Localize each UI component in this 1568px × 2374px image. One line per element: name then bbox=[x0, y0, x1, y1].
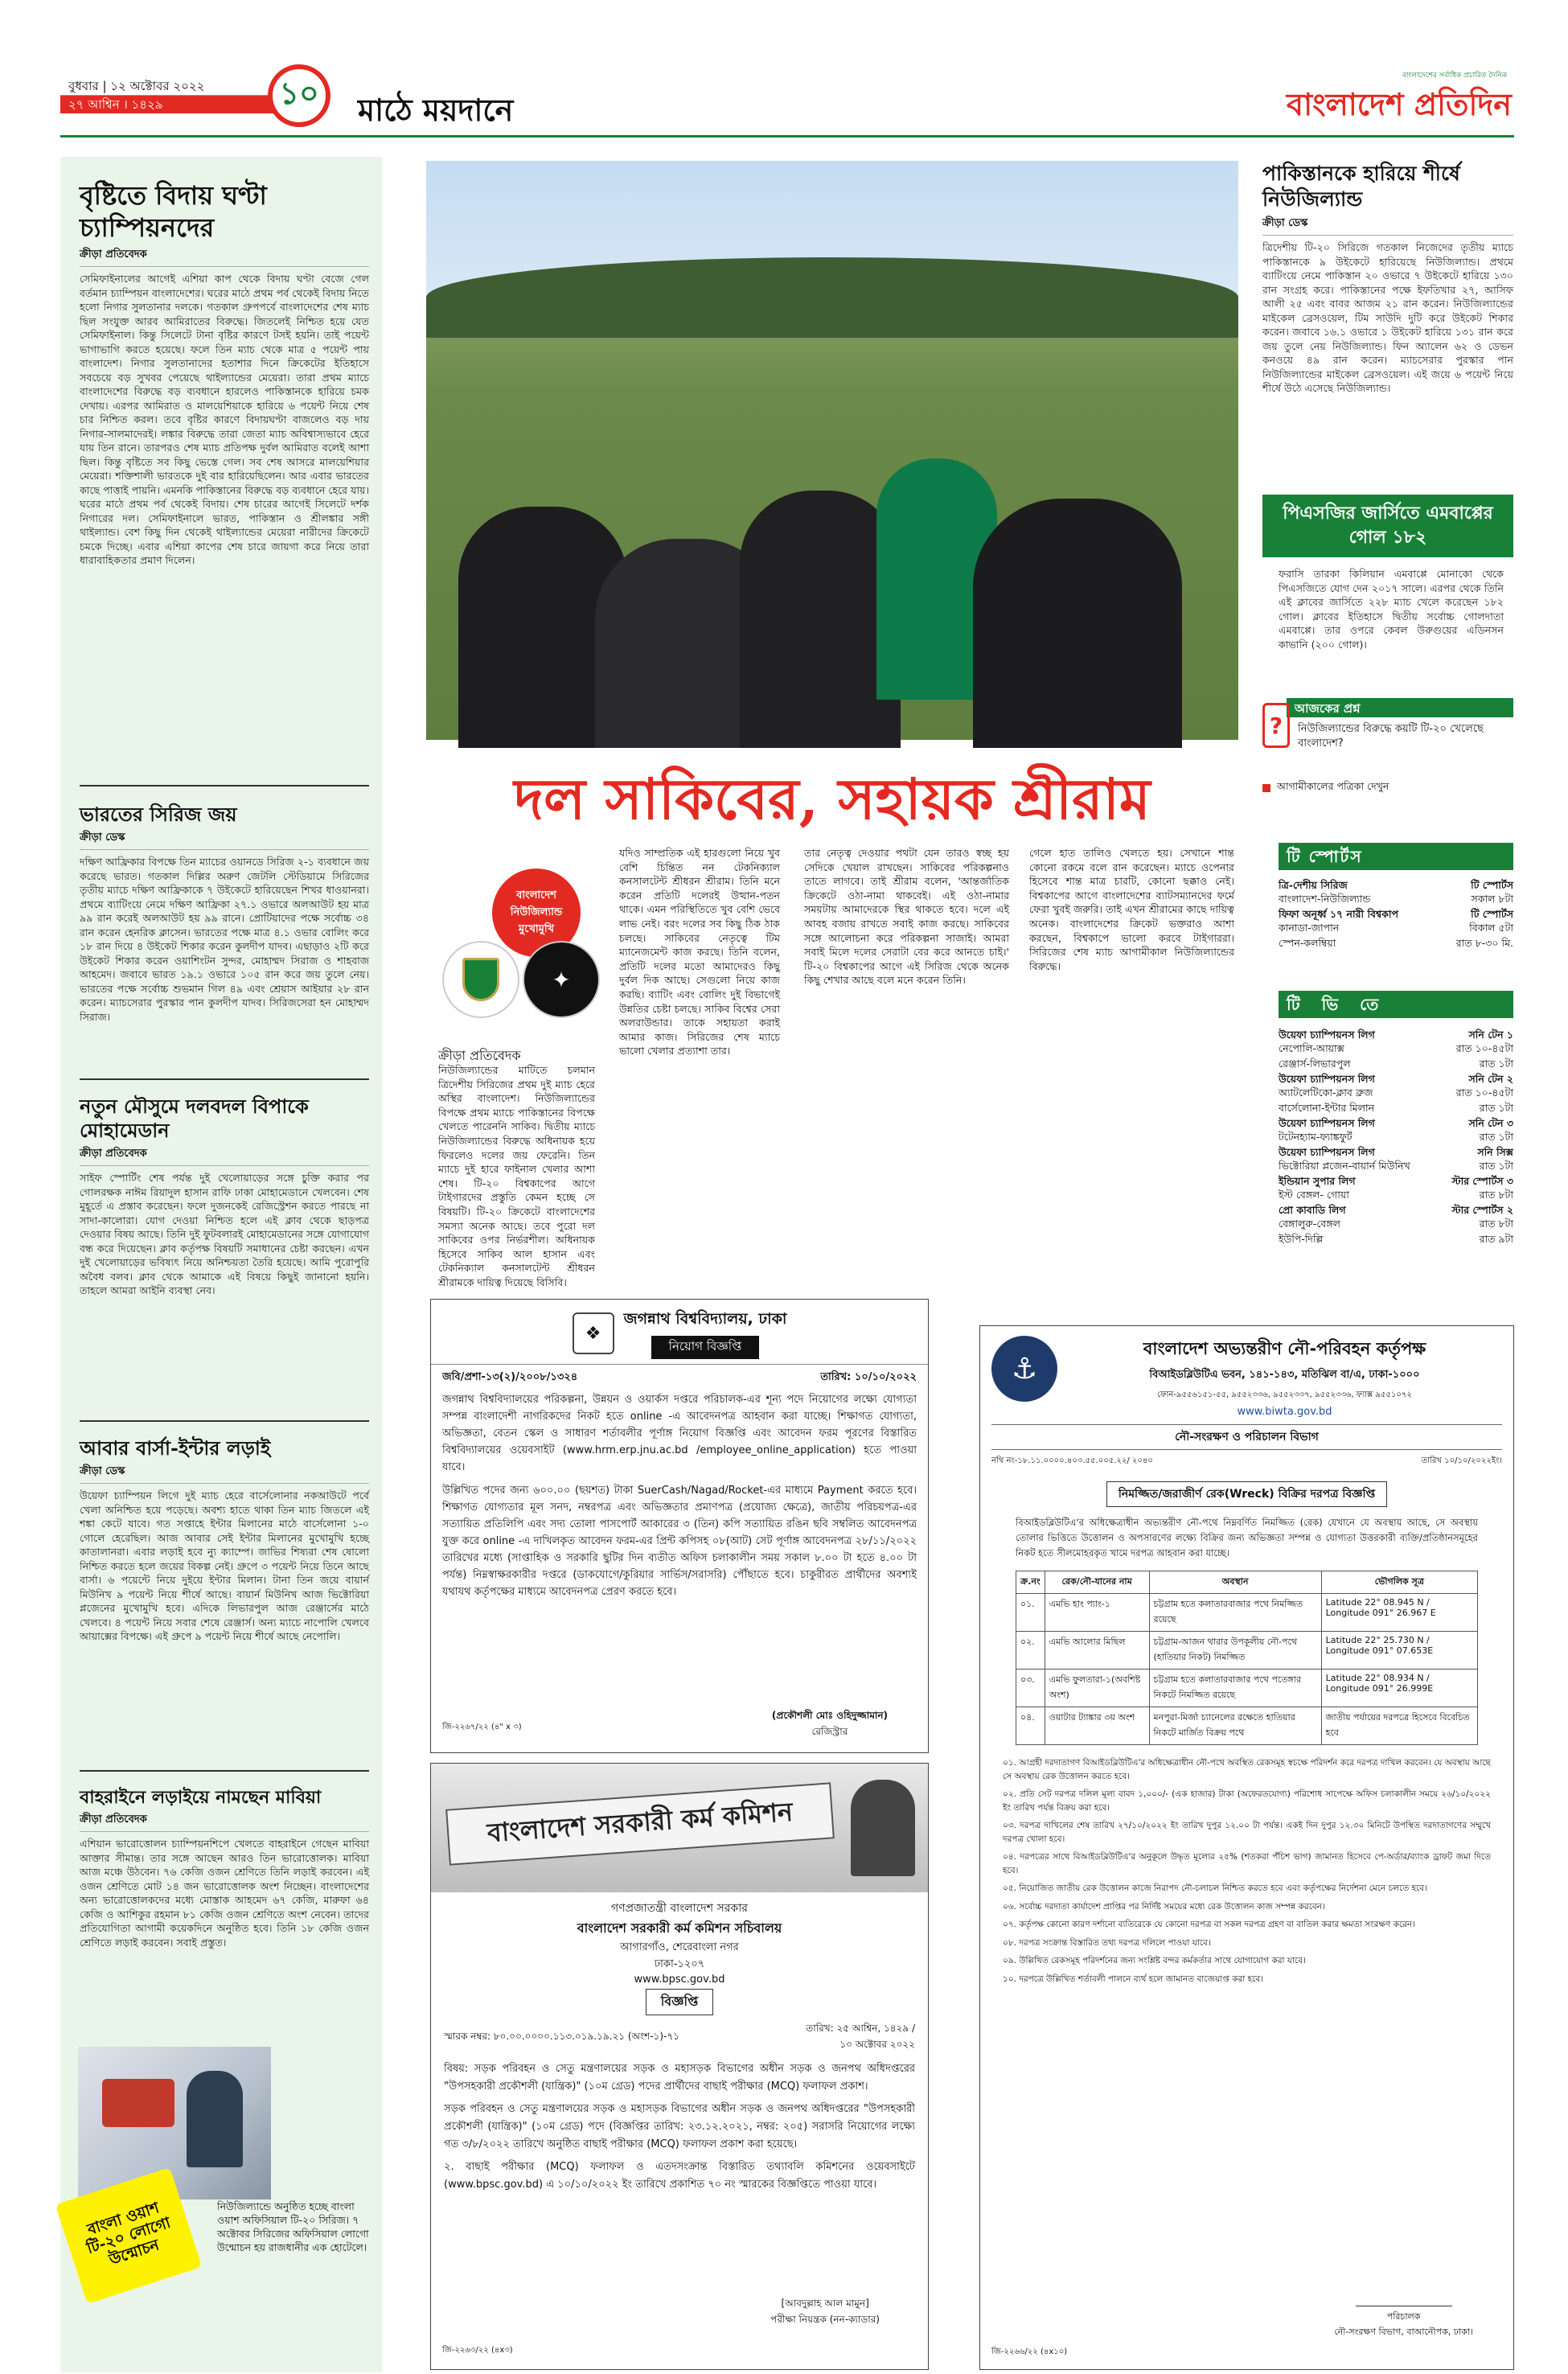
ad-biwta-phone: ফোন-৯৫৫৬১৫১-৫৫, ৯৫৫২৩৩৬, ৯৫৫২৩৩৭, ৯৫৫২৩৩৬, ফ্যাক্স ৯৫৫১০৭২ bbox=[1157, 1390, 1412, 1399]
ad-bpsc-banner bbox=[431, 1764, 928, 1892]
tv-time: রাত ৮-৩০ মি. bbox=[1455, 937, 1513, 949]
article-india-byline: ক্রীড়া ডেস্ক bbox=[80, 830, 369, 850]
nz-cricket-logo bbox=[523, 941, 600, 1018]
ad-bpsc-banner-text: বাংলাদেশ সরকারী কর্ম কমিশন bbox=[445, 1782, 835, 1865]
tv-listing bbox=[1279, 1232, 1513, 1246]
ad-biwta-table-wrap bbox=[991, 1561, 1502, 1745]
ad-bpsc-web: www.bpsc.gov.bd bbox=[634, 1974, 725, 1986]
tv-match: কানাডা-জাপান bbox=[1279, 922, 1340, 934]
article-nz-byline: ক্রীড়া ডেস্ক bbox=[1262, 216, 1513, 236]
ad-bpsc-signer: [আবদুল্লাহ আল মামুন] bbox=[781, 2298, 869, 2309]
question-icon: ? bbox=[1262, 703, 1290, 748]
bullet-icon bbox=[1262, 784, 1270, 792]
article-barca-body: উয়েফা চ্যাম্পিয়ন লিগে দুই ম্যাচ হেরে বার্সেলোনার নকআউটে পর্বে খেলা অনিশ্চিত হয়ে পড়েছে। অবশ্য হাতে থাকা তিন ম্যাচ জিতলে এই শঙ্কা কেটে যাবে। গত সপ্তাহে ইন্টার মিলানের মাঠে বার্সেলোনা ১-০ গোলে হেরেছিল। আজ আবার সেই ইন্টার মিলানের মুখোমুখি হচ্ছে কাতালানরা। এবার লড়াই হবে ন্যু ক্যাম্পে। জাভির শিষ্যরা শেষ ষোলো নিশ্চিত করতে হলে জয়ের বিকল্প নেই। গ্রুপে ৩ পয়েন্ট নিয়ে তিনে আছে বার্সা। ৬ পয়েন্টে নিয়ে দুইয়ে ইন্টার মিলান। টানা তিন জয়ে বায়ার্ন মিউনিখ ৯ পয়েন্ট নিয়ে শীর্ষে আছে। বায়ার্ন মিউনিখ আজ ভিক্টোরিয়া প্লজেনের মুখোমুখি হবে। এদিকে লিভারপুল আজ রেঞ্জার্সের মাঠে খেলবে। ৪ পয়েন্ট নিয়ে সবার শেষে রেঞ্জার্স। অন্য ম্যাচে নাপোলি খেলবে আয়াক্সের বিপক্ষে। এই গ্রুপে ৯ পয়েন্ট নিয়ে শীর্ষে আছে নেপোলি। bbox=[80, 1489, 369, 1642]
table-cell: চট্টগ্রাম হতে কলাতারবাজার পথে পতেঙ্গার নিকটে নিমজ্জিত রয়েছে bbox=[1149, 1670, 1321, 1707]
table-row bbox=[1016, 1707, 1478, 1745]
quiz-question: নিউজিল্যান্ডের বিরুদ্ধে কয়টি টি-২০ খেলেছে বাংলাদেশ? bbox=[1298, 723, 1484, 750]
ad-biwta-signer-dept: নৌ-সংরক্ষণ বিভাগ, বাআনৌপক, ঢাকা। bbox=[1334, 2327, 1473, 2337]
table-header-cell: রেক/নৌ-যানের নাম bbox=[1045, 1571, 1149, 1594]
article-mohammedan-body: সাইফ স্পোর্টিং শেষ পর্যন্ত দুই খেলোয়াড়ের সঙ্গে চুক্তি করার পর গোলরক্ষক নাঈম রিয়াদুল হাসান রাফি ঢাকা মোহামেডানে খেলবেন। শেষ মুহূর্তে এ প্রস্তাব করেছেন। ফলে দুজনকেই রেজিস্ট্রেশন করতে পারছে না সাদা-কালোরা। যোগ দেওয়া নিশ্চিত হলে এই ক্লাব থেকে ছাড়পত্র দেওয়ার বিষয় আছে। তিনি দুই ফুটবলারই মোহামেডানের সঙ্গে যোগাযোগ বন্ধ করে দিয়েছেন। ক্লাব কর্তৃপক্ষ বিষয়টি সমাধানের চেষ্টা করছেন। এখন দুই খেলোয়াড়ের ভবিষ্যৎ নিয়ে অনিশ্চয়তা তৈরি হয়েছে। আমি পুরোপুরি অবৈধ বলব। ক্লাব থেকে আমাকে এই বিষয়ে কিছুই জানানো হয়নি। তাহলে আমরা আইনি ব্যবস্থা নেব। bbox=[80, 1172, 369, 1296]
main-col-1: নিউজিল্যান্ডের মাটিতে চলমান ত্রিদেশীয় সিরিজের প্রথম দুই ম্যাচ হেরে অস্থির বাংলাদেশ। নিউজিল্যান্ডের বিপক্ষে প্রথম ম্যাচে পাকিস্তানের বিপক্ষে খেলতে পারেননি সাকিব। দ্বিতীয় ম্যাচে নিউজিল্যান্ডের বিরুদ্ধে অধিনায়ক হয়ে ফিরলেও দলের জয় ফেরেনি। তিন ম্যাচে দুই হারে ফাইনাল খেলার আশা শেষ। টি-২০ বিশ্বকাপের আগে টাইগারদের প্রস্তুতি কেমন হচ্ছে সে বিষয়টি। টি-২০ ক্রিকেটে বাংলাদেশের সমস্যা অনেক আছে। তবে পুরো দল সাকিবের ওপর নির্ভরশীল। অধিনায়ক হিসেবে সাকিব আল হাসান এবং টেকনিক্যাল কনসালটেন্ট শ্রীধরন শ্রীরামকে দায়িত্ব দিয়েছে বিসিবি। bbox=[438, 1064, 595, 1288]
main-byline: ক্রীড়া প্রতিবেদক bbox=[438, 1048, 521, 1063]
article-mohammedan-title: নতুন মৌসুমে দলবদল বিপাকে মোহামেডান bbox=[80, 1095, 309, 1142]
tv-channel: সনি টেন ৩ bbox=[1468, 1117, 1513, 1129]
tv-event: ইন্ডিয়ান সুপার লিগ bbox=[1279, 1175, 1356, 1187]
ad-jagannath-signer-role: রেজিস্ট্রার bbox=[811, 1726, 848, 1737]
terms-item: ০৬. সর্বোচ্চ দরদাতা কার্যাদেশ প্রাপ্তির পর নির্দিষ্ট সময়ের মধ্যে রেক উত্তোলন কাজ সম্পন্ন করবেন। bbox=[1003, 1901, 1325, 1912]
header-dates bbox=[60, 77, 277, 114]
tv-listing bbox=[1279, 1145, 1513, 1173]
tv-match: ইউপি-দিল্লি bbox=[1279, 1233, 1324, 1245]
ad-jagannath-head bbox=[431, 1308, 928, 1365]
quiz-heading: আজকের প্রশ্ন bbox=[1287, 698, 1513, 717]
ad-biwta-head bbox=[991, 1336, 1502, 1418]
ad-bpsc-body-1: বিষয়: সড়ক পরিবহন ও সেতু মন্ত্রণালয়ের সড়ক ও মহাসড়ক বিভাগের অধীন সড়ক ও জনপথ অধিদপ্তরের "উপসহকারী প্রকৌশলী (যান্ত্রিক)" (১০ম গ্রেড) পদের প্রার্থীদের বাছাই পরীক্ষার (MCQ) ফলাফল প্রকাশ। bbox=[444, 2063, 915, 2093]
table-row bbox=[1016, 1594, 1478, 1632]
ad-biwta-intro: বিআইডব্লিউটিএ'র অধিক্ষেত্রাধীন অভ্যন্তরীণ নৌ-পথে নিম্নবর্ণিত নিমজ্জিত (রেক) যেখানে যে অবস্থায় আছে, সে অবস্থায় তোলার ভিত্তিতে উত্তোলন ও অপসারণের লক্ষ্যে বিক্রির জন্য অভিজ্ঞতা সম্পন্ন ও যোগ্যতা উত্তরকারী ব্যক্তি/প্রতিষ্ঠানসমূহের নিকট হতে সীলমোহরকৃত খামে দরপত্র আহবান করা যাচ্ছে। bbox=[1016, 1517, 1478, 1559]
table-cell: মনপুরা-মির্জা চ্যানেলের রক্ষেতে হাতিয়ার নিকটে মার্জিত বিক্রয় পথে bbox=[1149, 1707, 1321, 1745]
tv-listing bbox=[1279, 936, 1513, 950]
quiz-box bbox=[1262, 698, 1513, 827]
article-nz-title: পাকিস্তানকে হারিয়ে শীর্ষে নিউজিল্যান্ড bbox=[1262, 162, 1460, 211]
tv-list-tsports bbox=[1279, 878, 1513, 975]
ad-jagannath bbox=[430, 1299, 929, 1753]
table-cell: এমভি হাং প্যাং-১ bbox=[1045, 1594, 1149, 1632]
table-cell: ০৩. bbox=[1016, 1670, 1045, 1707]
team-photo-trees bbox=[426, 257, 1238, 338]
team-photo bbox=[426, 161, 1238, 740]
table-cell: Latitude 22° 08.945 N / Longitude 091° 26.967 E bbox=[1321, 1594, 1477, 1632]
table-header-cell: ক্র.নং bbox=[1016, 1571, 1045, 1594]
article-india-title: ভারতের সিরিজ জয় bbox=[80, 803, 237, 826]
ad-bpsc-signer-role: পরীক্ষা নিয়ন্ত্রক (নন-ক্যাডার) bbox=[770, 2314, 880, 2325]
ad-bpsc bbox=[430, 1763, 929, 2370]
ad-bpsc-signature bbox=[770, 2297, 880, 2329]
ad-jagannath-body-2: উল্লিখিত পদের জন্য ৬০০.০০ (ছয়শত) টাকা SuerCash/Nagad/Rocket-এর মাধ্যমে Payment করতে হবে। শিক্ষাগত যোগ্যতার মূল সনদ, নম্বরপত্র এবং অভিজ্ঞতার প্রমাণপত্র (প্রযোজ্য ক্ষেত্রে), জাতীয় পরিচয়পত্র-এর সত্যায়িত প্রতিলিপি এবং সদ্য তোলা পাসপোর্ট আকারের ৩ (তিন) কপি সত্যায়িত রঙিন ছবি সম্বলিত আবেদনপত্র যুক্ত করে online -এ দাখিলকৃত আবেদন ফরম-এর প্রিন্ট কপিসহ ০৮(আট) সেট পূর্ণাঙ্গ আবেদনপত্র ২৮/১১/২০২২ তারিখের মধ্যে (সাপ্তাহিক ও সরকারি ছুটির দিন ব্যতীত অফিস চলাকালীন সময় সকাল ৮.০০ টা হতে ৪.০০ টা পর্যন্ত) নিম্নস্বাক্ষরকারীর দপ্তরে (ডাকযোগে/কুরিয়ার সার্ভিস/সরাসরি) পৌঁছাতে হবে। চাকুরীরত প্রার্থীদের অবশ্যই যথাযথ কর্তৃপক্ষের মাধ্যমে আবেদনপত্র প্রেরণ করতে হবে। bbox=[442, 1485, 917, 1598]
terms-item: ০৫. নিয়োজিত জাতীয় রেক উত্তোলন কাজে নিরাপদ নৌ-চলাচল নিশ্চিত করতে হবে এবং কর্তৃপক্ষের নির্দেশনা মেনে চলতে হবে। bbox=[1003, 1883, 1427, 1893]
tv-time: সকাল ৮টা bbox=[1471, 893, 1513, 905]
ad-jagannath-title: নিয়োগ বিজ্ঞপ্তি bbox=[651, 1336, 760, 1359]
table-header-cell: ভৌগলিক সূত্র bbox=[1321, 1571, 1477, 1594]
ad-biwta-addr: বিআইডব্লিউটিএ ভবন, ১৪১-১৪৩, মতিঝিল বা/এ, ঢাকা-১০০০ bbox=[1149, 1369, 1420, 1381]
ad-biwta-meta bbox=[991, 1455, 1502, 1468]
tv-time: রাত ১টা bbox=[1479, 1058, 1513, 1070]
ad-biwta-date: তারিখ ১০/১০/২০২২ইং। bbox=[1421, 1456, 1502, 1465]
ad-bpsc-code: জি-২২৬৩/২২ (৪x৩) bbox=[442, 2346, 513, 2355]
ad-jagannath-meta bbox=[442, 1370, 917, 1386]
tv-event: প্রো কাবাডি লিগ bbox=[1279, 1204, 1346, 1216]
table-cell: ০২. bbox=[1016, 1632, 1045, 1670]
table-cell: এমভি আলোর মিছিল bbox=[1045, 1632, 1149, 1670]
launch-photo-caption: নিউজিল্যান্ডে অনুষ্ঠিত হচ্ছে বাংলা ওয়াশ অফিসিয়াল টি-২০ সিরিজ। ৭ অক্টোবর সিরিজের অফিসিয়াল লোগো উন্মোচন হয় রাজধানীর এক হোটেলে। bbox=[217, 2200, 369, 2253]
main-col-4: গেলে হাত তালিও খেলতে হয়। সেখানে শান্ত কোনো রকমে বলে রান করেছেন। ম্যাচে ওপেনার হিসেবে শান্ত মাত্র চারটি, কোনো ছক্কাও নেই। বিশ্বকাপের আগে বাংলাদেশের ব্যাটসম্যানদের ফর্মে ফেরা খুবই জরুরি। তাই এখন শ্রীরামের কাছে দায়িত্ব অনেক। বাংলাদেশের ক্রিকেট ভক্তরাও আশা করছেন, বিশ্বকাপে ভালো করবে টাইগাররা। সিরিজের শেষ ম্যাচ আগামীকাল নিউজিল্যান্ডের বিরুদ্ধে। bbox=[1029, 847, 1234, 972]
wreck-table bbox=[1016, 1571, 1478, 1745]
article-rain-body: সেমিফাইনালের আগেই এশিয়া কাপ থেকে বিদায় ঘণ্টা বেজে গেল বর্তমান চ্যাম্পিয়ন বাংলাদেশের। ঘরের মাঠে প্রথম পর্ব থেকেই বিদায় নিতে হলো নিগার সুলতানার দলকে। গতকাল গ্রুপপর্বে বাংলাদেশের শেষ ম্যাচ ছিল সংযুক্ত আরব আমিরাতের বিরুদ্ধে। জিতলেই নিশ্চিত হয়ে যেত সেমিফাইনাল। কিন্তু সিলেটে টানা বৃষ্টির কারণে টসই হয়নি। তাই পয়েন্ট ভাগাভাগি করতে হয়েছে। ফলে তিন ম্যাচ থেকে মাত্র ৫ পয়েন্ট পায় বাংলাদেশ। নিগার সুলতানাদের হতাশার দিনে ক্রিকেটের ইতিহাসে সবচেয়ে বড় সুখবর পেয়েছে থাইল্যান্ডের মেয়েরা। তারা প্রথম ম্যাচে বাংলাদেশের বিরুদ্ধে বড় ব্যবধানে হারলেও পাকিস্তানকে হারিয়ে চমক দেখায়। এরপর আমিরাত ও মালয়েশিয়াকে হারিয়ে ৬ পয়েন্ট নিয়ে শেষ চার নিশ্চিত করল। তবে বৃষ্টির কারণে বিদায়ঘণ্টা বাজলেও বড় দায় নিগার-সালমাদেরই। লঙ্কার বিরুদ্ধে তারা জেতা ম্যাচ অবিশ্বাস্যভাবে হেরে যায় তিন রানে। তারপরও শেষ ম্যাচ প্রতিপক্ষ দুর্বল আমিরাত বলেই আশা ছিল। কিন্তু বৃষ্টিতে সব কিছু ভেস্তে গেল। সব শেষ আসরে মালয়েশিয়ার মেয়েরা। শক্তিশালী ভারতকে দুই বার হারিয়েছিলেন। আর এবার ভারতের কাছে পাত্তাই পায়নি। এমনকি পাকিস্তানের বিরুদ্ধে বড় ব্যবধানে হেরে যায়। ঘরের মাঠে প্রথম পর্ব থেকেই বিদায়। শেষ চারের আগেই সিলেটে দর্শক নিগারের দল। সেমিফাইনালে ভারত, পাকিস্তান ও শ্রীলঙ্কার সঙ্গী থাইল্যান্ড। বেশ কিছু দিন থেকেই থাইল্যান্ডের মেয়েরা নারীদের ক্রিকেটে চমকে দিচ্ছে। এবার এশিয়া কাপের শেষ চারে জায়গা করে নিয়ে তারা ধারাবাহিকতার প্রমাণ দিলেন। bbox=[80, 273, 369, 566]
main-col-3: তার নেতৃত্ব দেওয়ার পথটা যেন তারও স্বচ্ছ হয় সেদিকে খেয়াল রাখছেন। সাকিবের পরিকল্পনাও তাতে লাগবে। তাই শ্রীরাম বলেন, 'আন্তর্জাতিক ক্রিকেটে ওঠা-নামা থাকবেই। এই ওঠা-নামার সময়টায় আমাদেরকে স্থির থাকতে হবে। দলে এই আবহ বজায় রাখতে সবাই কাজ করছে। সাকিবের সঙ্গে আলোচনা করে পরিকল্পনা সাজাই। আমরা সবাই মিলে দলের সেরাটা বের করে আনতে চাই।' টি-২০ বিশ্বকাপের আগে এই সিরিজ থেকে অনেক কিছু শেখার আছে বলে মনে করেন তিনি। bbox=[804, 847, 1009, 987]
tv-listing bbox=[1279, 1174, 1513, 1201]
tv-channel: সনি সিক্স bbox=[1477, 1146, 1513, 1158]
ad-jagannath-date: তারিখ: ১০/১০/২০২২ bbox=[820, 1371, 917, 1383]
ad-biwta-title: নিমজ্জিত/জরাজীর্ণ রেক(Wreck) বিক্রির দরপত্র বিজ্ঞপ্তি bbox=[1106, 1481, 1387, 1507]
tv-time: রাত ৮টা bbox=[1479, 1189, 1513, 1201]
table-cell: Latitude 22° 08.934 N / Longitude 091° 26.999E bbox=[1321, 1670, 1477, 1707]
ad-biwta-terms bbox=[991, 1745, 1502, 1986]
tv-time: বিকাল ৫টা bbox=[1469, 922, 1513, 934]
article-nz bbox=[1262, 161, 1513, 539]
tv-match: বাংলাদেশ-নিউজিল্যান্ড bbox=[1279, 893, 1371, 905]
fern-icon: ✦ bbox=[552, 966, 571, 993]
launch-photo bbox=[78, 2047, 271, 2199]
article-nz-body: ত্রিদেশীয় টি-২০ সিরিজে গতকাল নিজেদের তৃতীয় ম্যাচে পাকিস্তানকে ৯ উইকেটে হারিয়েছে নিউজিল্যান্ড। প্রথমে ব্যাটিংয়ে নেমে পাকিস্তান ২০ ওভারে ৭ উইকেটে হারিয়ে ১৩০ রান সংগ্রহ করে। পাকিস্তানের পক্ষে ইফতিখার ২৭, আসিফ আলী ২৫ এবং বাবর আজম ২১ রান করেন। নিউজিল্যান্ডের মাইকেল ব্রেসওয়েল, টিম সাউদি দুটি করে উইকেট শিকার করেন। জবাবে ১৬.১ ওভারে ১ উইকেট হারিয়ে ১৩১ রান করে জয় তুলে নেয় নিউজিল্যান্ড। ফিন অ্যালেন ৬২ ও ডেভন কনওয়ে ৪৯ রান করেন। ম্যাচসেরার পুরস্কার পান নিউজিল্যান্ডের মাইকেল ব্রেসওয়েল। এই জয়ে ৬ পয়েন্ট নিয়ে শীর্ষে উঠে এসেছে নিউজিল্যান্ড। bbox=[1262, 241, 1513, 394]
ad-bpsc-addr1: আগারগাঁও, শেরেবাংলা নগর bbox=[620, 1941, 739, 1953]
ad-bpsc-org: বাংলাদেশ সরকারী কর্ম কমিশন সচিবালয় bbox=[577, 1920, 782, 1936]
ad-bpsc-ref: স্মারক নম্বর: ৮০.০০.০০০০.১১৩.০১৯.১৯.২১ (অংশ-১)-৭১ bbox=[444, 2031, 679, 2042]
ad-biwta-code: জি-২২৬৬/২২ (৪x১০) bbox=[991, 2347, 1068, 2356]
ad-bpsc-body-3: ২. বাছাই পরীক্ষার (MCQ) ফলাফল ও এতদসংক্রান্ত বিস্তারিত তথ্যাবলি কমিশনের ওয়েবসাইটে (www.bpsc.gov.bd) এ ১০/১০/২০২২ ইং তারিখে প্রকাশিত ৭০ নং স্মারকের বিজ্ঞপ্তিতে পাওয়া যাবে। bbox=[444, 2161, 915, 2191]
ad-jagannath-code: জি-২২৬৭/২২ (৪" x ৩) bbox=[442, 1723, 522, 1731]
tv-match: রেঞ্জার্স-লিভারপুল bbox=[1279, 1058, 1351, 1070]
quiz-note-text: আগামীকালের পত্রিকা দেখুন bbox=[1277, 780, 1389, 792]
table-cell: ০১. bbox=[1016, 1594, 1045, 1632]
tv-match: বেঙ্গালুরু-বেঙ্গল bbox=[1279, 1218, 1340, 1230]
tv-match: বার্সেলোনা-ইন্টার মিলান bbox=[1279, 1102, 1375, 1114]
article-mabia-byline: ক্রীড়া প্রতিবেদক bbox=[80, 1812, 369, 1832]
masthead-tagline: বাংলাদেশের সর্বাধিক প্রচারিত দৈনিক bbox=[1402, 72, 1507, 80]
quiz-note bbox=[1262, 780, 1389, 796]
masthead-title: বাংলাদেশ প্রতিদিন bbox=[1286, 86, 1512, 122]
tv-event: ফিফা অনূর্ধ্ব ১৭ নারী বিশ্বকাপ bbox=[1279, 908, 1398, 920]
main-headline: দল সাকিবের, সহায়ক শ্রীরাম bbox=[514, 766, 1151, 832]
terms-item: ০৭. কর্তৃপক্ষ কোনো কারণ দর্শানো ব্যতিরেকে যে কোনো দরপত্র বা সকল দরপত্র গ্রহণ বা বাতিল করার ক্ষমতা সংরক্ষণ করেন। bbox=[1003, 1920, 1415, 1929]
tv-listing bbox=[1279, 878, 1513, 906]
tv-time: রাত ৯টা bbox=[1479, 1233, 1513, 1245]
anchor-icon: ⚓ bbox=[991, 1336, 1057, 1402]
terms-item: ০৮. দরপত্র সংক্রান্ত বিস্তারিত তথ্য দরপত্র দলিলে পাওয়া যাবে। bbox=[1003, 1937, 1211, 1948]
tv-match: ইস্ট বেঙ্গল- গোয়া bbox=[1279, 1189, 1349, 1201]
tv-match: নেপোলি-আয়াক্স bbox=[1279, 1042, 1344, 1054]
header-rule bbox=[60, 135, 1514, 138]
tv-listing bbox=[1279, 1116, 1513, 1144]
tv-event: উয়েফা চ্যাম্পিয়নস লিগ bbox=[1279, 1029, 1375, 1041]
ad-jagannath-body-1: জগন্নাথ বিশ্ববিদ্যালয়ের পরিকল্পনা, উন্নয়ন ও ওয়ার্কস দপ্তরে পরিচালক-এর শূন্য পদে নিয়োগের লক্ষ্যে যোগ্যতা সম্পন্ন বাংলাদেশী নাগরিকদের নিকট হতে online -এ আবেদনপত্র আহবান করা যাচ্ছে। শিক্ষাগত যোগ্যতা, অভিজ্ঞতা, বেতন স্কেল ও সাধারণ শর্তাবলীর পূর্ণাঙ্গ নিয়োগ বিজ্ঞপ্তি এবং আবেদন ফরম পূরণের বিস্তারিত বিশ্ববিদ্যালয়ের ওয়েবসাইট (www.hrm.erp.jnu.ac.bd /employee_online_application) হতে পাওয়া যাবে। bbox=[442, 1394, 917, 1473]
bcb-logo bbox=[442, 941, 519, 1018]
tv-event: উয়েফা চ্যাম্পিয়নস লিগ bbox=[1279, 1073, 1375, 1085]
tv-listing bbox=[1279, 1057, 1513, 1070]
article-rain-byline: ক্রীড়া প্রতিবেদক bbox=[80, 247, 369, 267]
ad-bpsc-head bbox=[431, 1892, 928, 2015]
ad-biwta-ref: নথি নং-১৮.১১.০০০০.৪০৩.৫৫.০০৫.২২/ ২০৪০ bbox=[991, 1456, 1153, 1465]
article-india-body: দক্ষিণ আফ্রিকার বিপক্ষে তিন ম্যাচের ওয়ানডে সিরিজ ২-১ ব্যবধানে জয় করেছে ভারত। গতকাল দিল্লির অরুণ জেটলি স্টেডিয়ামে সিরিজের তৃতীয় ম্যাচে দক্ষিণ আফ্রিকাকে ৭ উইকেটে হারিয়েছেন শিখর ধাওয়ানরা। প্রথমে ব্যাটিংয়ে নেমে দক্ষিণ আফ্রিকা ২৭.১ ওভারে অলআউট হয় মাত্র ৯৯ রান করেই অলআউট হয় ৯৯ রানে। প্রোটিয়াদের পক্ষে সর্বোচ্চ ৩৪ রান করেন হেনরিক ক্লাসেন। ভারতের পক্ষে মাত্র ৪.১ ওভার বোলিং করে ১৮ রান দিয়ে ৪ উইকেট শিকার করেন কুলদীপ যাদব। এছাড়াও ২টি করে উইকেট শিকার করেন ওয়াশিংটন সুন্দর, মোহাম্মদ সিরাজ ও শাহবাজ আহমেদ। জবাবে ভারত ১৯.১ ওভারে ১০৫ রান করে জয় তুলে নেয়। ভারতের পক্ষে সর্বোচ্চ শুভমান গিল ৪৯ এবং শ্রেয়াস আইয়ার ২৮ রান করেন। ম্যাচসেরার পুরস্কার পান কুলদীপ যাদব। সিরিজসেরা হন মোহাম্মদ সিরাজ। bbox=[80, 856, 369, 1023]
table-cell: Latitude 22° 25.730 N / Longitude 091° 07.653E bbox=[1321, 1632, 1477, 1670]
signature-mark bbox=[1356, 2277, 1452, 2306]
terms-item: ০৪. দরপত্রের সাথে বিআইডব্লিউটিএ'র অনুকূলে উদ্ধৃত মূল্যের ২৫% (শতকরা পঁচিশ ভাগ) জামানত হিসেবে পে-অর্ডার/ব্যাংক ড্রাফট জমা দিতে হবে। bbox=[1003, 1852, 1491, 1875]
launch-photo-figure bbox=[187, 2071, 243, 2167]
article-mabia-body: এশিয়ান ভারোত্তোলন চ্যাম্পিয়নশিপে খেলতে বাহরাইনে গেছেন মাবিয়া আক্তার সীমান্ত। তার সঙ্গে আছেন আরও তিন ভারোত্তোলক। মাবিয়া আজ মঞ্চে উঠবেন। ৭৬ কেজি ওজন শ্রেণিতে তিনি লড়াই করবেন। এই ওজন শ্রেণিতে মোট ১৪ জন ভারোত্তোলক অংশ নিচ্ছেন। বাংলাদেশের অন্য ভারোত্তোলকদের মধ্যে মোস্তাক আহমেদ ৬৭ কেজি, মারুফা ৬৪ কেজি ও আশিকুর রহমান ৮১ কেজি ওজন শ্রেণিতে অংশ নেবেন। তাদের প্রতিযোগিতা আগামী কয়েকদিনে অনুষ্ঠিত হবে। তিনি ১৮ কেজি ওজন শ্রেণিতে লড়াই করবেন। সবাই প্রস্তুত। bbox=[80, 1838, 369, 1949]
article-mohammedan-byline: ক্রীড়া প্রতিবেদক bbox=[80, 1146, 369, 1166]
article-mabia-title: বাহরাইনে লড়াইয়ে নামছেন মাবিয়া bbox=[80, 1787, 322, 1808]
section-title: মাঠে ময়দানে bbox=[358, 92, 514, 128]
table-cell: ওয়াটার ট্যাঙ্কার ৩য় অংশ bbox=[1045, 1707, 1149, 1745]
ad-biwta-org: বাংলাদেশ অভ্যন্তরীণ নৌ-পরিবহন কর্তৃপক্ষ bbox=[1143, 1339, 1426, 1358]
tv-listing bbox=[1279, 907, 1513, 934]
tv-channel: সনি টেন ২ bbox=[1468, 1073, 1513, 1085]
ad-jagannath-org: জগন্নাথ বিশ্ববিদ্যালয়, ঢাকা bbox=[623, 1310, 787, 1328]
tv-match: টটেনহ্যাম-ফ্যাঙ্কফুর্ট bbox=[1279, 1131, 1353, 1143]
ad-bpsc-body bbox=[431, 2060, 928, 2194]
article-mbappe-body: ফরাসি তারকা কিলিয়ান এমবাপ্পে মোনাকো থেকে পিএসজিতে যোগ দেন ২০১৭ সালে। এরপর থেকে তিনি এই ক্লাবের জার্সিতে ২২৮ ম্যাচ খেলে করেছেন ১৮২ গোল। ক্লাবের ইতিহাসে দ্বিতীয় সর্বোচ্চ গোলদাতা এমবাপ্পে। তার ওপরে কেবল উরুগুয়ের এডিনসন কাভানি (২০০ গোল)। bbox=[1279, 568, 1504, 651]
main-col-2: যদিও সাম্প্রতিক এই হারগুলো নিয়ে খুব বেশি চিন্তিত নন টেকনিক্যাল কনসালটেন্ট শ্রীধরন শ্রীরাম। তিনি মনে করেন প্রতিটি দলেরই উত্থান-পতন থাকে। এমন পরিস্থিতিতে খুব বেশি ভেবে লাভ নেই। বরং দলের সব কিছু ঠিক ঠাক চলছে। সাকিবের নেতৃত্বে টিম ম্যানেজমেন্ট কাজ করছে। তিনি বলেন, প্রতিটি দলের মতো আমাদেরও কিছু দুর্বল দিক আছে। সেগুলো নিয়ে কাজ করছি। ব্যাটিং এবং বোলিং দুই বিভাগেই উন্নতির চেষ্টা চলছে। সাকিব বিশ্বের সেরা অলরাউন্ডার। তাকে সহায়তা করাই আমার কাজ। সিরিজের শেষ ম্যাচে ভালো খেলার প্রত্যাশা তার। bbox=[619, 847, 780, 1058]
tv-header-tsports: টি স্পোর্টস bbox=[1279, 843, 1513, 870]
article-mabia bbox=[60, 1772, 382, 2023]
tv-event: উয়েফা চ্যাম্পিয়নস লিগ bbox=[1279, 1117, 1375, 1129]
match-badge bbox=[442, 869, 603, 1029]
ad-biwta-signer-role: পরিচালক bbox=[1386, 2311, 1421, 2322]
table-cell: ০৪. bbox=[1016, 1707, 1045, 1745]
tv-channel: স্টার স্পোর্টস ৩ bbox=[1451, 1175, 1513, 1187]
team-photo-players bbox=[458, 402, 1214, 740]
ad-biwta-dept: নৌ-সংরক্ষণ ও পরিচালন বিভাগ bbox=[991, 1424, 1502, 1450]
ad-bpsc-body-2: সড়ক পরিবহন ও সেতু মন্ত্রণালয়ের সড়ক ও মহাসড়ক বিভাগের অধীন সড়ক ও জনপথ অধিদপ্তরের "উপসহকারী প্রকৌশলী (যান্ত্রিক)" (১০ম গ্রেড) পদে (বিজ্ঞপ্তির তারিখ: ২৩.১২.২০২১, নম্বর: ২০৫) সরাসরি নিয়োগের লক্ষ্যে গত ৩/৮/২০২২ তারিখে অনুষ্ঠিত বাছাই পরীক্ষার (MCQ) ফলাফল প্রকাশ করা হয়েছে। bbox=[444, 2103, 915, 2150]
table-row bbox=[1016, 1670, 1478, 1707]
masthead bbox=[1254, 69, 1512, 130]
table-cell: জাতীয় পর্যায়ের দরপত্রে হিসেবে বিবেচিত হবে bbox=[1321, 1707, 1477, 1745]
table-cell: এমভি ফুলতারা-১(অবশিষ্ট অংশ) bbox=[1045, 1670, 1149, 1707]
tv-channel: সনি টেন ১ bbox=[1468, 1029, 1513, 1041]
article-mohammedan bbox=[60, 1080, 382, 1412]
ad-bpsc-portrait bbox=[851, 1780, 915, 1876]
tv-time: রাত ১টা bbox=[1479, 1102, 1513, 1114]
ad-bpsc-date: তারিখ: ২৫ আশ্বিন, ১৪২৯ / ১০ অক্টোবর ২০২২ bbox=[806, 2023, 915, 2050]
article-india bbox=[60, 787, 382, 1070]
tv-event: উয়েফা চ্যাম্পিয়নস লিগ bbox=[1279, 1146, 1375, 1158]
tv-listing bbox=[1279, 1028, 1513, 1055]
ad-jagannath-ref: জবি/প্রশা-১৩(২)/২০০৮/১৩২৪ bbox=[442, 1371, 578, 1383]
article-mbappe-title: পিএসজির জার্সিতে এমবাপ্পের গোল ১৮২ bbox=[1262, 495, 1513, 557]
ad-biwta bbox=[979, 1325, 1514, 2370]
tv-listing bbox=[1279, 1203, 1513, 1230]
tv-list-tv bbox=[1279, 1028, 1513, 1269]
article-barca-byline: ক্রীড়া ডেস্ক bbox=[80, 1464, 369, 1484]
tv-channel: টি স্পোর্টস bbox=[1471, 908, 1513, 920]
header-date-bengali: ২৭ আশ্বিন । ১৪২৯ bbox=[60, 96, 277, 113]
article-rain bbox=[60, 157, 382, 777]
tv-match: ভিক্টোরিয়া প্লজেন-বায়ার্ন মিউনিখ bbox=[1279, 1160, 1410, 1172]
article-barca-title: আবার বার্সা-ইন্টার লড়াই bbox=[80, 1436, 271, 1460]
terms-item: ০৩. দরপত্র দাখিলের শেষ তারিখ ২৭/১০/২০২২ ইং তারিখ দুপুর ১২.০০ টা পর্যন্ত। একই দিন দুপুর ১২.৩০ মিনিটে উপস্থিত দরদাতাগণের সম্মুখে দরপত্র খোলা হবে। bbox=[1003, 1821, 1491, 1844]
ad-bpsc-addr2: ঢাকা-১২০৭ bbox=[654, 1958, 705, 1970]
tv-time: রাত ১টা bbox=[1479, 1160, 1513, 1172]
table-cell: চট্টগ্রাম হতে কলাতারবাজার পথে নিমজ্জিত রয়েছে bbox=[1149, 1594, 1321, 1632]
tv-match: অ্যাটলেটিকো-ক্লাব ব্রুজ bbox=[1279, 1086, 1373, 1099]
match-badge-label: বাংলাদেশ নিউজিল্যান্ড মুখোমুখি bbox=[492, 869, 581, 957]
tv-time: রাত ১০-৪৫টা bbox=[1455, 1042, 1513, 1054]
tv-listing bbox=[1279, 1072, 1513, 1099]
ad-bpsc-gov: গণপ্রজাতন্ত্রী বাংলাদেশ সরকার bbox=[611, 1902, 748, 1915]
article-barca bbox=[60, 1422, 382, 1762]
tv-time: রাত ৮টা bbox=[1479, 1218, 1513, 1230]
article-rain-title: বৃষ্টিতে বিদায় ঘণ্টা চ্যাম্পিয়নদের bbox=[80, 180, 267, 243]
tv-time: রাত ১০-৪৫টা bbox=[1455, 1086, 1513, 1099]
launch-photo-badge-text: বাংলা ওয়াশ টি-২০ লোগো উন্মোচন bbox=[84, 2199, 173, 2269]
table-row bbox=[1016, 1632, 1478, 1670]
terms-item: ১০. দরপত্রে উল্লিখিত শর্তাবলী পালনে ব্যর্থ হলে জামানত বাজেয়াপ্ত করা হবে। bbox=[1003, 1974, 1263, 1984]
ad-jagannath-signer: (প্রকৌশলী মোঃ ওহিদুজ্জামান) bbox=[771, 1710, 888, 1721]
terms-item: ০২. প্রতি সেট দরপত্র দলিল মূল্য বাবদ ১,০০০/- (এক হাজার) টাকা (অফেরতযোগ্য) পরিশোধ সাপেক্ষে অফিস চলাকালীন সময়ে ২৬/১০/২০২২ ইং তারিখ পর্যন্ত বিক্রয় করা হবে। bbox=[1003, 1789, 1491, 1813]
header-date-english: বুধবার | ১২ অক্টোবর ২০২২ bbox=[60, 77, 277, 96]
launch-photo-backdrop bbox=[102, 2079, 174, 2127]
ad-biwta-web: www.biwta.gov.bd bbox=[1237, 1406, 1332, 1418]
tv-listing bbox=[1279, 1101, 1513, 1115]
table-cell: চট্টগ্রাম-আজন থারার উপকূলীয় নৌ-পথে (হাতিয়ার নিকট) নিমজ্জিত bbox=[1149, 1632, 1321, 1670]
ad-bpsc-meta bbox=[431, 2015, 928, 2060]
table-header-cell: অবস্থান bbox=[1149, 1571, 1321, 1594]
ad-biwta-signature bbox=[1334, 2277, 1473, 2340]
terms-item: ০১. আগ্রহী দরদাতাগণ বিআইডব্লিউটিএ'র অধিক্ষেত্রাধীন নৌ-পথে অবস্থিত রেকসমূহ স্বচক্ষে পরিদর্শন করে দরপত্র দাখিল করবেন। যে অবস্থায় আছে সে অবস্থায় রেক উত্তোলন করতে হবে। bbox=[1003, 1758, 1491, 1781]
university-logo-icon: ❖ bbox=[573, 1312, 614, 1354]
terms-item: ০৯. উল্লিখিত রেকসমূহ পরিদর্শনের জন্য সংশ্লিষ্ট বন্দর কর্মকর্তার সাথে যোগাযোগ করা যাবে। bbox=[1003, 1956, 1306, 1965]
ad-jagannath-signature bbox=[772, 1709, 888, 1741]
left-column bbox=[60, 157, 382, 2372]
ad-bpsc-title: বিজ্ঞপ্তি bbox=[646, 1989, 714, 2015]
tv-time: রাত ১টা bbox=[1479, 1131, 1513, 1143]
tv-channel: স্টার স্পোর্টস ২ bbox=[1451, 1204, 1513, 1216]
tv-channel: টি স্পোর্টস bbox=[1471, 879, 1513, 891]
tv-header-tv: টি ভি তে bbox=[1279, 991, 1513, 1018]
tv-match: স্পেন-কলম্বিয়া bbox=[1279, 937, 1336, 949]
tv-event: ত্রি-দেশীয় সিরিজ bbox=[1279, 879, 1348, 891]
page-number: ১০ bbox=[268, 64, 330, 127]
